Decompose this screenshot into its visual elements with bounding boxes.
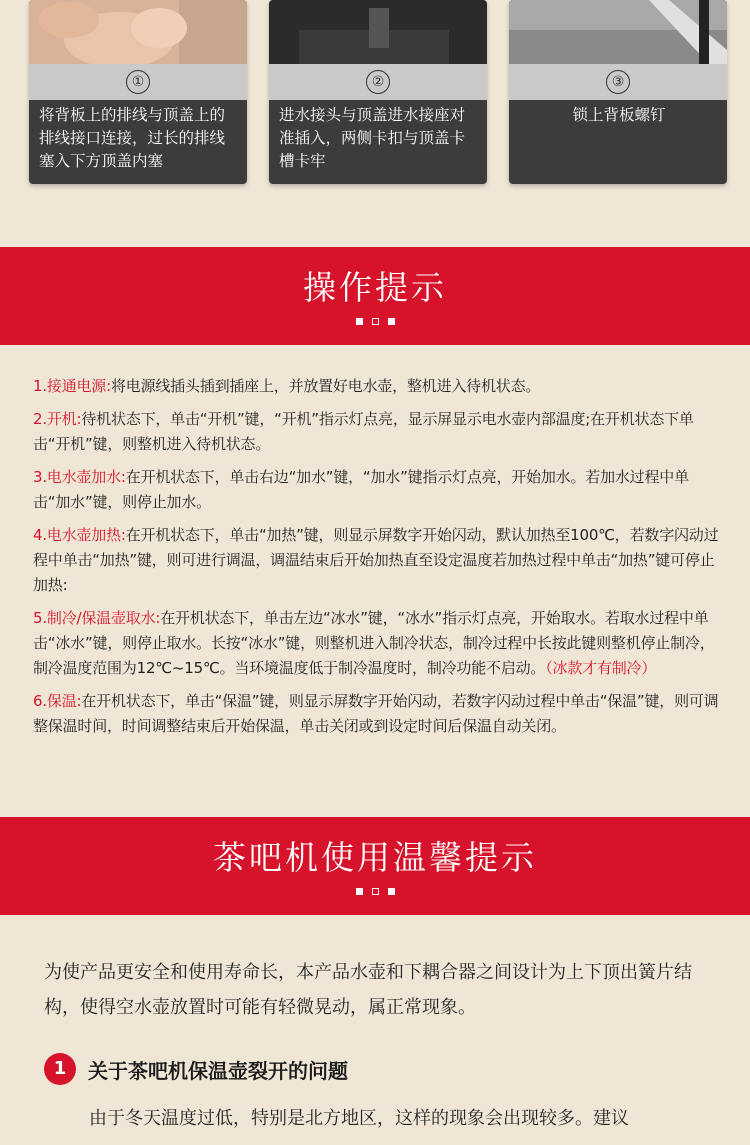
item-key: 6.保温: bbox=[33, 692, 82, 710]
list-item bbox=[33, 689, 723, 739]
item-key: 2.开机: bbox=[33, 410, 82, 428]
question-heading bbox=[44, 1052, 348, 1086]
item-key: 5.制冷/保温壶取水: bbox=[33, 609, 161, 627]
item-text: 将电源线插头插到插座上，并放置好电水壶，整机进入待机状态。 bbox=[110, 377, 541, 395]
item-key: 4.电水壶加热: bbox=[33, 526, 126, 544]
number-badge: 1 bbox=[44, 1053, 76, 1085]
step-number: ② bbox=[366, 70, 390, 94]
tips-intro-paragraph: 为使产品更安全和使用寿命长，本产品水壶和下耦合器之间设计为上下顶出簧片结构，使得空水壶放置时可能有轻微晃动，属正常现象。 bbox=[44, 962, 692, 1018]
item-key: 3.电水壶加水: bbox=[33, 468, 126, 486]
question-title: 关于茶吧机保温壶裂开的问题 bbox=[88, 1058, 348, 1083]
step-number: ③ bbox=[606, 70, 630, 94]
step-number-bar bbox=[509, 64, 727, 100]
step-description: 锁上背板螺钉 bbox=[572, 106, 666, 124]
item-text: 待机状态下，单击“开机”键，“开机”指示灯点亮，显示屏显示电水壶内部温度;在开机状态下单击“开机”键，则整机进入待机状态。 bbox=[33, 410, 694, 453]
section-title: 茶吧机使用温馨提示 bbox=[213, 837, 537, 877]
step-card-1 bbox=[29, 0, 247, 184]
item-text: 在开机状态下，单击左边“冰水”键，“冰水”指示灯点亮，开始取水。若取水过程中单击“冰水”键，则停止取水。长按“冰水”键，则整机进入制冷状态，制冷过程中长按此键则整机停止制冷，制冷温度范围为12℃~15℃。当环境温度低于制冷温度时，制冷功能不启动。 bbox=[33, 609, 715, 677]
list-item bbox=[33, 465, 723, 515]
step-number-bar bbox=[269, 64, 487, 100]
operation-tips-banner bbox=[0, 247, 750, 345]
section-title: 操作提示 bbox=[303, 267, 447, 307]
item-text: 在开机状态下，单击“加热”键，则显示屏数字开始闪动，默认加热至100℃，若数字闪动过程中单击“加热”键，则可进行调温，调温结束后开始加热直至设定温度若加热过程中单击“加热”键可停止加热: bbox=[33, 526, 719, 594]
step-number-bar bbox=[29, 64, 247, 100]
list-item bbox=[33, 606, 723, 681]
installation-steps bbox=[0, 0, 750, 190]
item-text: 在开机状态下，单击“保温”键，则显示屏数字开始闪动，若数字闪动过程中单击“保温”键，则可调整保温时间，时间调整结束后开始保温，单击关闭或到设定时间后保温自动关闭。 bbox=[33, 692, 719, 735]
step-2-photo bbox=[269, 0, 487, 64]
decorative-dots bbox=[356, 318, 395, 325]
step-description: 将背板上的排线与顶盖上的排线接口连接，过长的排线塞入下方顶盖内塞 bbox=[39, 106, 226, 170]
question-body: 由于冬天温度过低，特别是北方地区，这样的现象会出现较多。建议 bbox=[89, 1108, 629, 1129]
item-text: 在开机状态下，单击右边“加水”键，“加水”键指示灯点亮，开始加水。若加水过程中单击“加水”键，则停止加水。 bbox=[33, 468, 689, 511]
step-1-photo bbox=[29, 0, 247, 64]
step-description: 进水接头与顶盖进水接座对准插入，两侧卡扣与顶盖卡槽卡牢 bbox=[279, 106, 466, 170]
step-3-photo bbox=[509, 0, 727, 64]
step-card-2 bbox=[269, 0, 487, 184]
item-key: 1.接通电源: bbox=[33, 377, 111, 395]
list-item bbox=[33, 374, 723, 399]
decorative-dots bbox=[356, 888, 395, 895]
item-note: （冰款才有制冷） bbox=[545, 659, 657, 677]
usage-tips-banner bbox=[0, 817, 750, 915]
step-number: ① bbox=[126, 70, 150, 94]
step-card-3 bbox=[509, 0, 727, 184]
list-item bbox=[33, 407, 723, 457]
operation-list bbox=[33, 374, 723, 747]
list-item bbox=[33, 523, 723, 598]
